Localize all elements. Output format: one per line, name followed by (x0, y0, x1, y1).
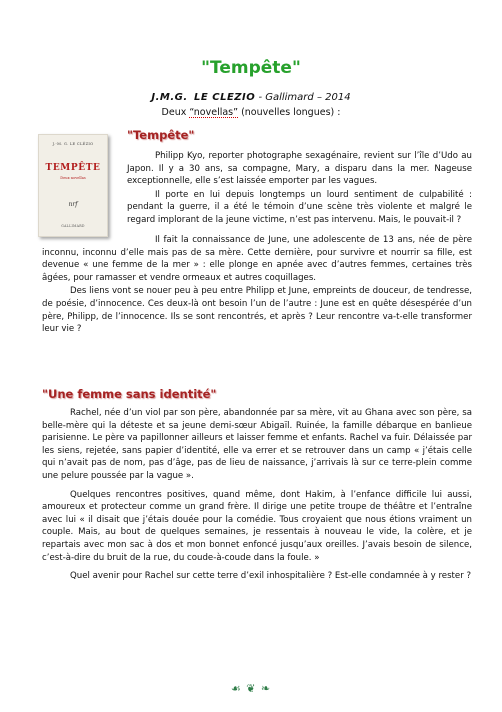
author-line (0, 92, 502, 103)
subtitle-before: Deux (161, 107, 190, 118)
book-cover-publisher: GALLIMARD (61, 224, 85, 228)
section-heading-tempete: "Tempête" (127, 128, 195, 142)
section2-paragraph-3: Quel avenir pour Rachel sur cette terre d’exil inhospitalière ? Est-elle condamnée à y rester ? (70, 571, 472, 582)
subtitle-novellas: “novellas” (189, 107, 239, 118)
section1-paragraph-2: Il porte en lui depuis longtemps un lourd sentiment de culpabilité : pendant la guerre, il a été le témoin d’une scène très violente et malgré le regard implorant de la jeune victime, n’est pas intervenu. Mais, le pouvait-il ? (127, 189, 472, 225)
author-prefix: J.M.G. (151, 92, 188, 103)
section2-paragraph-2: Quelques rencontres positives, quand même, dont Hakim, à l’enfance difficile lui aussi, amoureux et protecteur comme un grand frère. Il dirige une petite troupe de théâtre et l’entraîne avec lui « il disait que j’étais douée pour la comédie. Tous croyaient que nous étions vraiment un couple. Mais, au bout de quelques semaines, je ressentais à nouveau le vide, la colère, et je repartais avec mon sac à dos et mon bonnet enfoncé jusqu’aux oreilles. J’avais besoin de silence, c’est-à-dire du bruit de la rue, du coude-à-coude dans la foule. » (42, 489, 472, 563)
author-name: LE CLEZIO (194, 92, 256, 103)
book-cover-title: TEMPÊTE (45, 163, 101, 173)
section1-text-beside-cover (127, 150, 472, 227)
book-cover-author: J.-M. G. LE CLÉZIO (52, 142, 94, 146)
page-title: "Tempête" (201, 58, 301, 78)
section1-text-full (42, 234, 472, 336)
section-heading-une-femme-sans-identite: "Une femme sans identité" (42, 387, 217, 401)
publisher-year: - Gallimard – 2014 (258, 92, 351, 103)
subtitle (0, 107, 502, 118)
section1-paragraph-3: Il fait la connaissance de June, une adolescente de 13 ans, née de père inconnu, inconnu d’elle mais pas de sa mère. Cette dernière, pour survivre et nourrir sa fille, est devenue « une femme de la mer » : elle plonge en apnée avec d’autres femmes, certaines très âgées, pour ramasser et vendre ormeaux et autres coquillages. (42, 235, 472, 283)
section2-text (42, 407, 472, 583)
book-cover-subtitle: Deux novellas (60, 176, 86, 180)
ornament-icon: ☙ ❦ ❧ (230, 682, 272, 695)
book-cover-image (38, 134, 108, 237)
subtitle-after: (nouvelles longues) : (238, 107, 341, 118)
nrf-logo: nrf (68, 201, 78, 208)
section2-paragraph-1: Rachel, née d’un viol par son père, abandonnée par sa mère, vit au Ghana avec son père, sa belle-mère qui la déteste et sa jeune demi-sœur Abigaïl. Ruinée, la famille débarque en banlieue parisienne. Le père va papillonner ailleurs et laisser femme et enfants. Rachel va fuir. Délaissée par les siens, rejetée, sans papier d’identité, elle va errer et se retrouver dans un camp « j’étais celle qui n’avait pas de nom, pas d’âge, pas de lieu de naissance, j’arrivais là sur ce terre-plein comme une pelure poussée par la vague ». (42, 408, 472, 481)
section1-paragraph-1: Philipp Kyo, reporter photographe sexagénaire, revient sur l’île d’Udo au Japon. Il y a 30 ans, sa compagne, Mary, a disparu dans la mer. Nageuse exceptionnelle, elle s’est laissée emporter par les vagues. (127, 151, 472, 187)
section1-paragraph-4: Des liens vont se nouer peu à peu entre Philipp et June, empreints de douceur, de tendresse, de poésie, d’innocence. Ces deux-là ont besoin l’un de l’autre : June est en quête désespérée d’un père, Philipp, de l’innocence. Ils se sont rencontrés, et après ? Leur rencontre va-t-elle transformer leur vie ? (42, 286, 472, 335)
